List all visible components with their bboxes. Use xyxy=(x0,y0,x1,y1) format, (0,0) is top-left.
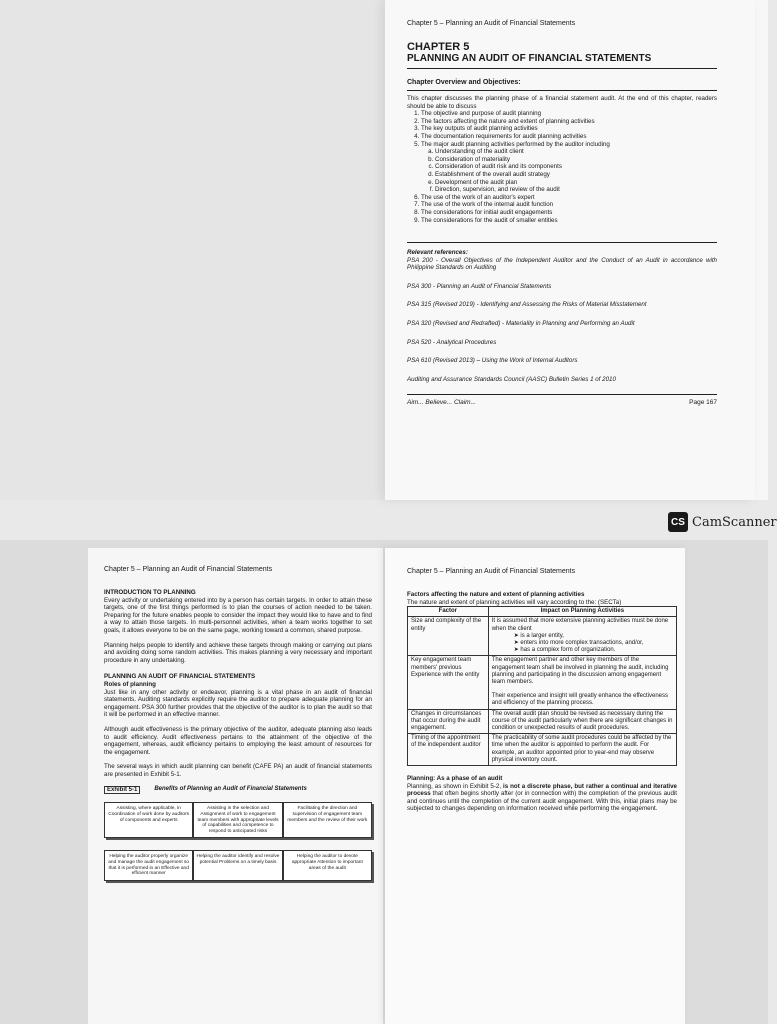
roles-heading: Roles of planning xyxy=(104,680,156,688)
objective-item: 6. The use of the work of an auditor's expert xyxy=(421,194,717,202)
impact-cell: It is assumed that more extensive planning activities must be done when the client ➤ is a larger entity, ➤ enters into more complex transactions, and/or, ➤ has a complex form of organization. xyxy=(488,617,676,656)
sub-objective-item: e. Development of the audit plan xyxy=(435,179,717,187)
page-167 xyxy=(385,0,755,500)
bullet-item: ➤ enters into more complex transactions, and/or, xyxy=(513,640,644,646)
exhibit-title: Benefits of Planning an Audit of Financial Statements xyxy=(154,786,307,793)
section-heading: PLANNING AN AUDIT OF FINANCIAL STATEMENTS xyxy=(104,673,256,681)
phase-heading: Planning: As a phase of an audit xyxy=(407,775,503,783)
sub-objective-item: c. Consideration of audit risk and its components xyxy=(435,163,717,171)
reference-item: PSA 200 - Overall Objectives of the Independent Auditor and the Conduct of an Audit in accordance with Philippine Standards on Auditing xyxy=(407,256,717,272)
objectives-list xyxy=(407,110,717,224)
benefit-box: Helping the auditor properly organize and manage the audit engagement so that it is performed in an Effective and efficient manner xyxy=(104,850,193,880)
facing-page-faded xyxy=(0,0,385,500)
table-header-row xyxy=(408,607,677,617)
factor-cell: Timing of the appointment of the independent auditor xyxy=(408,734,489,766)
reference-item: PSA 610 (Revised 2013) – Using the Work of Internal Auditors xyxy=(407,357,578,365)
objective-item: 1. The objective and purpose of audit planning xyxy=(421,110,717,118)
camscanner-brand: CamScanner xyxy=(692,514,777,530)
benefit-box: Assisting in the selection and Assignment of work to engagement team members with appropriate levels of capabilities and competence to respond to anticipated risks xyxy=(193,802,282,838)
table-row xyxy=(408,656,677,709)
chapter-title: PLANNING AN AUDIT OF FINANCIAL STATEMENTS xyxy=(407,53,652,64)
phase-paragraph: Planning, as shown in Exhibit 5-2, is not a discrete phase, but rather a continual and iterative process that often begins shortly after (or in connection with) the completion of the previous audit and continues until the completion of the current audit engagement. With this, initial plans may be subjected to changes depending on information received while performing the engagement. xyxy=(407,782,678,813)
factor-cell: Key engagement team members' previous Experience with the entity xyxy=(408,656,489,709)
page-168 xyxy=(88,548,383,1024)
benefits-row xyxy=(104,850,372,880)
roles-paragraph: Although audit effectiveness is the primary objective of the auditor, adequate planning also leads to audit efficiency. Audit effectiveness pertains to the attainment of the objective of the engagement, whereas, audit efficiency pertains to employing the least amount of resources for the engagement. xyxy=(104,725,372,756)
references xyxy=(407,249,717,383)
running-header: Chapter 5 – Planning an Audit of Financial Statements xyxy=(104,566,273,573)
camscanner-watermark xyxy=(668,512,777,532)
sub-objective-item: d. Establishment of the overall audit strategy xyxy=(435,171,717,179)
show-through-text xyxy=(200,200,360,208)
intro-paragraph: Every activity or undertaking entered into by a person has certain targets. In order to attain these targets, one of the first things performed is to plan the courses of action needed to be taken. Preparing for the future enables people to consider the impact they would like to have and to find a way to attain those targets. In multi-personnel activities, when a team works together to set goals, it allows everyone to be on the same page, working toward a common, shared purpose. xyxy=(104,596,372,634)
page-number: Page 167 xyxy=(689,399,717,407)
roles-paragraph: The several ways in which audit planning can benefit (CAFE PA) an audit of financial statements are presented in Exhibit 5-1. xyxy=(104,763,372,778)
camscanner-logo: CS xyxy=(668,512,688,532)
reference-item: PSA 520 - Analytical Procedures xyxy=(407,338,497,346)
table-row xyxy=(408,709,677,734)
intro-paragraph: Planning helps people to identify and achieve these targets through making or carrying out plans and avoiding doing some random activities. This makes planning a very necessary and important procedure in any undertaking. xyxy=(104,641,372,664)
sub-objective-item: b. Consideration of materiality xyxy=(435,156,717,164)
sub-objective-item: a. Understanding of the audit client xyxy=(435,148,717,156)
running-header: Chapter 5 – Planning an Audit of Financial Statements xyxy=(407,20,576,27)
reference-item: Auditing and Assurance Standards Council (AASC) Bulletin Series 1 of 2010 xyxy=(407,375,616,383)
roles-paragraph: Just like in any other activity or endeavor, planning is a vital phase in an audit of financial statements. Auditing standards explicitly require the auditor to prepare adequate planning for an engagement. PSA 300 further provides that the objective of the auditor is to plan the audit so that it will be performed in an effective manner. xyxy=(104,688,372,719)
reference-item: PSA 315 (Revised 2019) - Identifying and Assessing the Risks of Material Misstatement xyxy=(407,301,647,309)
footer-motto: Aim... Believe... Claim... xyxy=(407,399,476,407)
impact-cell: The overall audit plan should be revised as necessary during the course of the audit particularly when there are significant changes in condition or unexpected results of audit procedures. xyxy=(488,709,676,734)
sub-objectives-list xyxy=(421,148,717,194)
benefit-box: Helping the auditor to devote appropriate Attention to important areas of the audit xyxy=(283,850,372,880)
impact-bullets xyxy=(492,633,673,655)
footer-rule xyxy=(407,394,717,395)
references-heading: Relevant references: xyxy=(407,249,468,257)
objective-item: 4. The documentation requirements for audit planning activities xyxy=(421,133,717,141)
exhibit-caption xyxy=(104,786,372,794)
factors-heading: Factors affecting the nature and extent of planning activities xyxy=(407,591,585,598)
reference-item: PSA 300 - Planning an Audit of Financial Statements xyxy=(407,282,552,290)
bullet-item: ➤ has a complex form of organization. xyxy=(513,647,616,654)
objective-item: 3. The key outputs of audit planning activities xyxy=(421,125,717,133)
intro-heading: INTRODUCTION TO PLANNING xyxy=(104,589,196,596)
sub-objective-item: f. Direction, supervision, and review of the audit xyxy=(435,186,717,194)
page-footer xyxy=(407,399,717,406)
factors-table xyxy=(407,606,677,766)
exhibit-label: Exhibit 5-1 xyxy=(104,786,140,794)
table-row xyxy=(408,734,677,766)
factors-intro: The nature and extent of planning activities will vary according to the: (SECTa) xyxy=(407,598,622,606)
objective-item: 2. The factors affecting the nature and extent of planning activities xyxy=(421,118,717,126)
references-rule xyxy=(407,242,717,243)
benefit-box: Assisting, where applicable, in Coordination of work done by auditors of components and experts xyxy=(104,802,193,838)
factor-cell: Changes in circumstances that occur during the audit engagement. xyxy=(408,709,489,734)
running-header: Chapter 5 – Planning an Audit of Financial Statements xyxy=(407,568,576,575)
objective-item: 8. The considerations for initial audit engagements xyxy=(421,209,717,217)
impact-cell: The practicability of some audit procedures could be affected by the time when the auditor is appointed to perform the audit. For example, an auditor appointed prior to year-end may observe physical inventory count. xyxy=(488,734,676,766)
impact-cell: The engagement partner and other key members of the engagement team shall be involved in planning the audit, including planning and participating in the discussion among engagement team members. Their experience and insight will greatly enhance the effectiveness and efficiency of the planning process. xyxy=(488,656,676,709)
overview-rule xyxy=(407,90,717,91)
factor-cell: Size and complexity of the entity xyxy=(408,617,489,656)
objective-item: 9. The considerations for the audit of smaller entities xyxy=(421,217,717,225)
reference-item: PSA 320 (Revised and Redrafted) - Materiality in Planning and Performing an Audit xyxy=(407,320,635,328)
chapter-label: CHAPTER 5 xyxy=(407,41,470,53)
benefits-row xyxy=(104,802,372,838)
overview-heading: Chapter Overview and Objectives: xyxy=(407,79,521,86)
column-header: Impact on Planning Activities xyxy=(488,607,676,617)
objective-item: 5. The major audit planning activities performed by the auditor including a. Understanding of the audit client b. Consideration of materiality c. Consideration of audit risk and its components d. Establishment of the overall audit strategy e. Development of the audit plan f. Direction, supervision, and review of the audit xyxy=(421,141,717,194)
objective-item: 7. The use of the work of the internal audit function xyxy=(421,201,717,209)
page-169 xyxy=(385,548,685,1024)
overview-intro: This chapter discusses the planning phase of a financial statement audit. At the end of this chapter, readers should be able to discuss xyxy=(407,95,717,110)
bullet-item: ➤ is a larger entity, xyxy=(513,632,564,639)
benefit-box: Facilitating the direction and supervision of engagement team members and the review of their work xyxy=(283,802,372,838)
table-row xyxy=(408,617,677,656)
benefit-box: Helping the auditor identify and resolve potential Problems on a timely basis xyxy=(193,850,282,880)
title-rule xyxy=(407,68,717,69)
column-header: Factor xyxy=(408,607,489,617)
